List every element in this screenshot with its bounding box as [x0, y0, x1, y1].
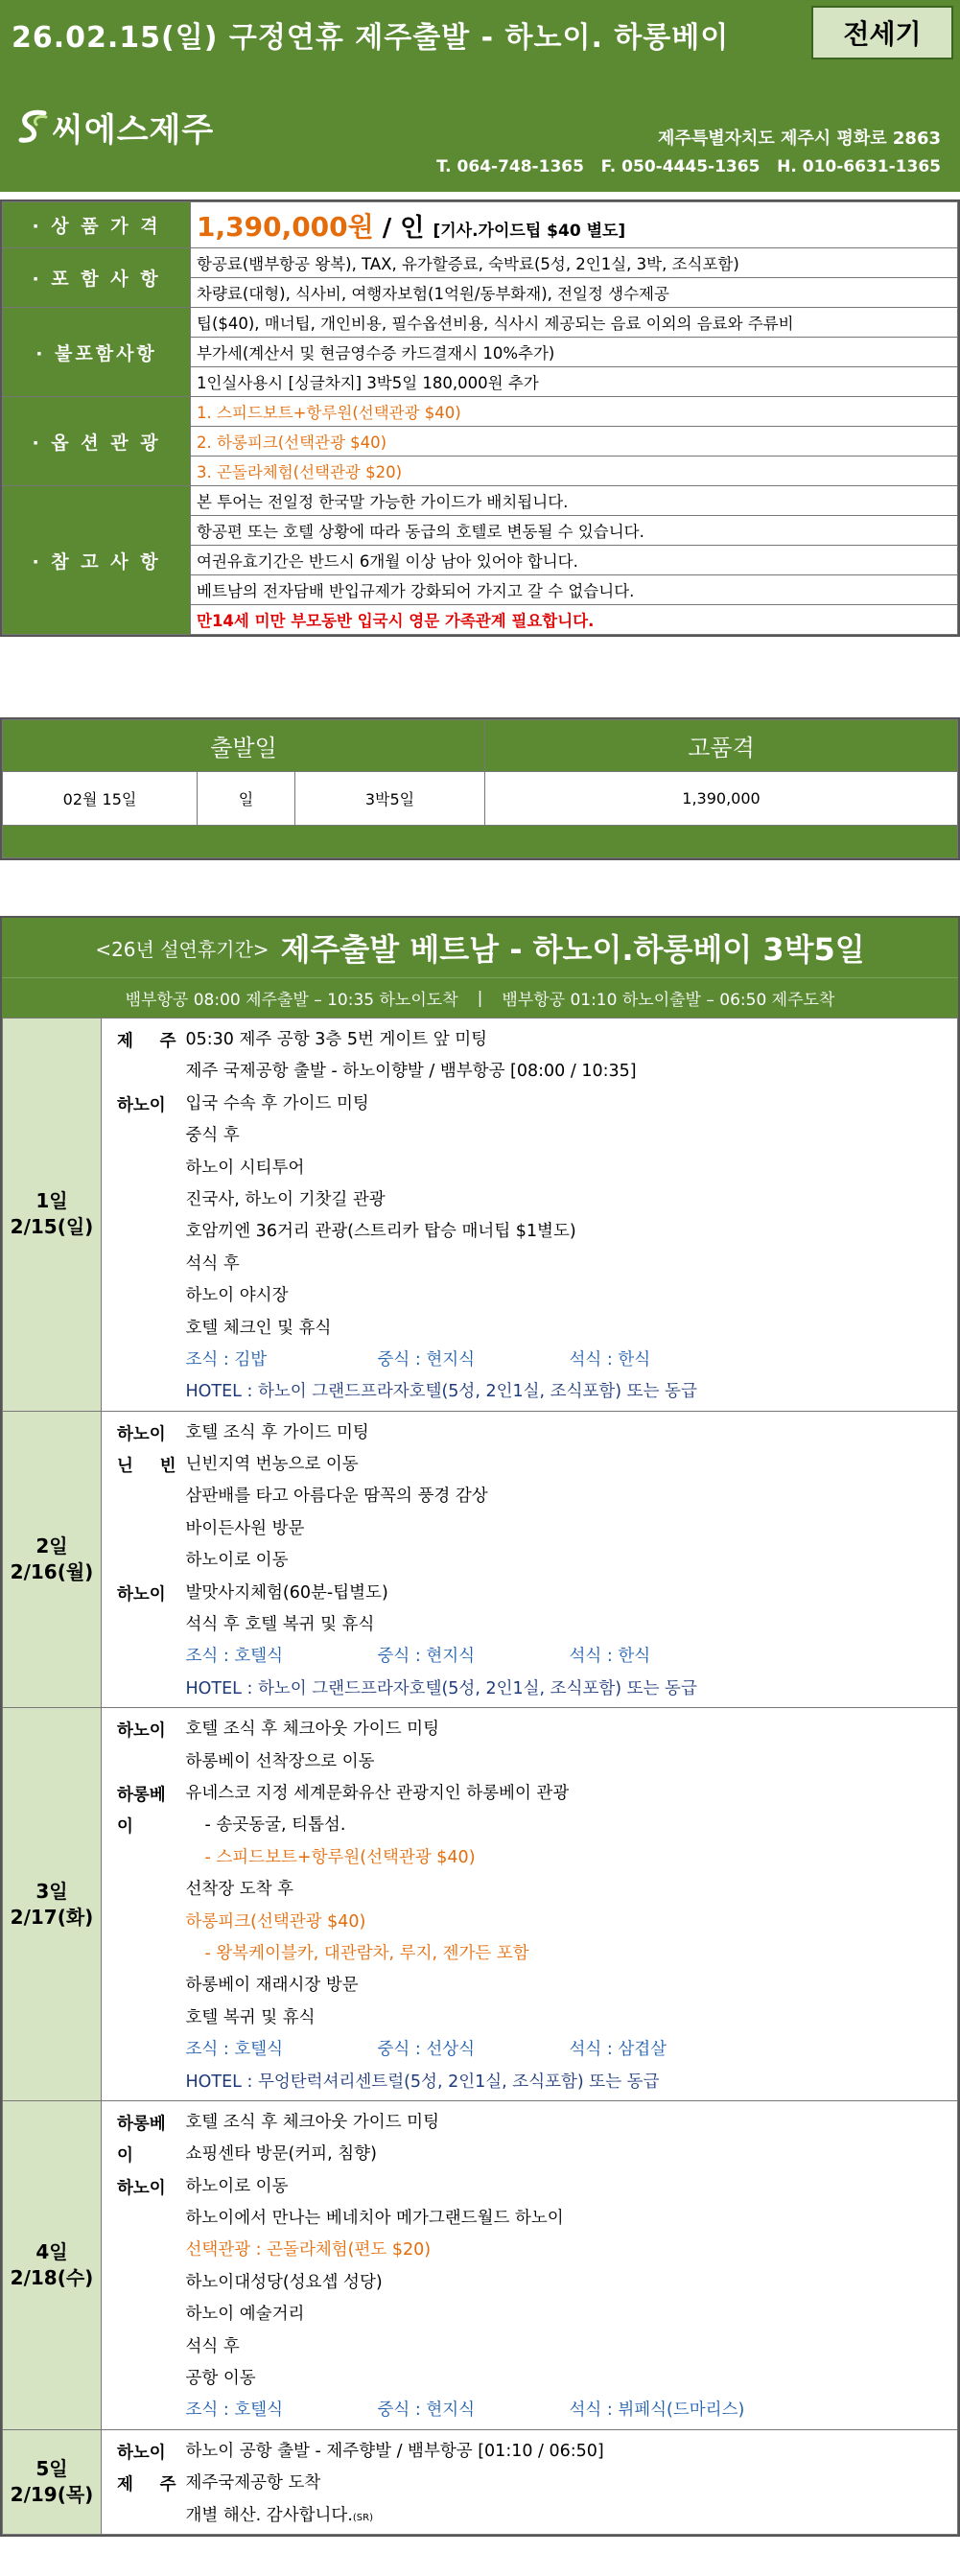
- activity-text: - 송곳동굴, 티톱섬.: [204, 1815, 346, 1836]
- activity-item: [186, 2331, 958, 2363]
- dinner-info: 석식 : 삼겹살: [569, 2040, 667, 2060]
- place-name: 제 주: [117, 1032, 176, 1051]
- day-date: 2/18(수): [10, 2265, 94, 2289]
- activity-item: [186, 1874, 958, 1906]
- activity-text: 호텔 복귀 및 휴식: [185, 2007, 316, 2027]
- price-value: 1,390,000원: [197, 210, 374, 243]
- exclude-item: 팁($40), 매너팁, 개인비용, 필수옵션비용, 식사시 제공되는 음료 이외의 음료와 주류비: [191, 308, 958, 338]
- day-row: [3, 2100, 958, 2429]
- page-title: 26.02.15(일) 구정연휴 제주출발 - 하노이. 하롱베이: [12, 21, 730, 55]
- lunch-info: 중식 : 현지식: [377, 1349, 476, 1370]
- activity-item: [186, 1938, 958, 1970]
- day-number: 2일: [35, 1534, 68, 1557]
- activity-item: [186, 1313, 958, 1345]
- lunch-info: 중식 : 현지식: [377, 2400, 476, 2421]
- place-name: 제 주: [117, 2475, 176, 2495]
- price-label: · 상 품 가 격: [3, 202, 191, 248]
- option-item: 2. 하롱피크(선택관광 $40): [191, 427, 958, 457]
- activity-text: 호텔 조식 후 가이드 미팅: [185, 1422, 369, 1442]
- activity-text: 05:30 제주 공항 3층 5번 게이트 앞 미팅: [185, 1030, 487, 1049]
- hotel-info: HOTEL : 하노이 그랜드프라자호텔(5성, 2인1실, 조식포함) 또는 동급: [185, 1678, 697, 1698]
- place-name: 하롱베이: [117, 1785, 166, 1837]
- company-contacts: T. 064-748-1365 F. 050-4445-1365 H. 010-6631-1365: [436, 157, 941, 176]
- departure-header: 출발일: [3, 720, 485, 772]
- place-name: 하노이: [117, 2178, 166, 2198]
- day-number: 3일: [35, 1879, 68, 1903]
- activity-text: 하롱피크(선택관광 $40): [185, 1911, 366, 1932]
- activity-item: [186, 1970, 958, 2002]
- place-cell: [102, 2100, 186, 2429]
- activity-item: [186, 2002, 958, 2034]
- activity-text: 하노이로 이동: [185, 2176, 289, 2196]
- note-warning: 만14세 미만 부모동반 입국시 영문 가족관계 필요합니다.: [191, 605, 958, 635]
- activity-text: 입국 수속 후 가이드 미팅: [185, 1093, 369, 1113]
- departure-weekday: 일: [198, 772, 295, 826]
- day-cell: [3, 2100, 102, 2429]
- day-date: 2/15(일): [10, 1215, 94, 1239]
- include-label: · 포 함 사 항: [3, 248, 191, 308]
- place-name: 하노이: [117, 1424, 166, 1444]
- place-name: [102, 1058, 186, 1089]
- itinerary-title: 제주출발 베트남 - 하노이.하롱베이 3박5일: [280, 931, 865, 968]
- activities-cell: [186, 1411, 958, 1708]
- activity-item: [186, 1024, 958, 1056]
- activity-item: [186, 1449, 958, 1481]
- departure-table: [0, 717, 960, 860]
- company-address: 제주특별자치도 제주시 평화로 2863: [658, 129, 941, 149]
- meal-info: [186, 2034, 958, 2066]
- day-cell: [3, 1019, 102, 1412]
- activity-item: [186, 1810, 958, 1841]
- activity-item: [186, 2436, 958, 2468]
- activity-text: 석식 후: [185, 1253, 240, 1274]
- breakfast-info: 조식 : 김밥: [185, 1349, 268, 1370]
- activity-item: [186, 1184, 958, 1216]
- hotel-info: HOTEL : 하노이 그랜드프라자호텔(5성, 2인1실, 조식포함) 또는 동급: [185, 1382, 697, 1402]
- activity-item: [186, 2500, 958, 2532]
- activity-item: [186, 1280, 958, 1312]
- activity-item: [186, 1481, 958, 1512]
- activity-item: [186, 2267, 958, 2299]
- activity-item: [186, 2107, 958, 2139]
- day-row: [3, 1411, 958, 1708]
- option-item: 1. 스피드보트+항루원(선택관광 $40): [191, 397, 958, 427]
- meal-info: [186, 2395, 958, 2426]
- dinner-info: 석식 : 한식: [569, 1647, 651, 1667]
- place-name: [102, 1155, 186, 1186]
- day-number: 4일: [35, 2239, 68, 2263]
- note-item: 항공편 또는 호텔 상황에 따라 동급의 호텔로 변동될 수 있습니다.: [191, 516, 958, 546]
- place-name: [102, 1186, 186, 1218]
- activity-text: 하노이로 이동: [185, 1551, 289, 1571]
- day-cell: [3, 2429, 102, 2534]
- day-date: 2/16(월): [10, 1559, 94, 1583]
- flight-return: 뱀부항공 01:10 하노이출발 – 06:50 제주도착: [502, 991, 835, 1010]
- activity-item: [186, 1249, 958, 1280]
- price-unit: / 인: [373, 213, 433, 243]
- day-date: 2/17(화): [10, 1905, 94, 1929]
- lunch-info: 중식 : 현지식: [377, 1647, 476, 1667]
- day-number: 1일: [35, 1189, 68, 1213]
- departure-footer: [3, 826, 958, 858]
- departure-date: 02월 15일: [3, 772, 198, 826]
- meal-info: [186, 1345, 958, 1376]
- activity-item: [186, 1120, 958, 1152]
- signature-mark: (SR): [352, 2512, 374, 2523]
- place-name: 하노이: [117, 1095, 166, 1115]
- note-label: · 참 고 사 항: [3, 486, 191, 635]
- activity-item: [186, 1417, 958, 1449]
- activities-cell: [186, 2429, 958, 2534]
- day-row: [3, 1708, 958, 2101]
- itinerary-days: [2, 1018, 958, 2535]
- activity-item: [186, 1153, 958, 1184]
- activity-text: 석식 후 호텔 복귀 및 휴식: [185, 1615, 375, 1635]
- activity-text: 유네스코 지정 세계문화유산 관광지인 하롱베이 관광: [185, 1783, 570, 1803]
- header-contacts-bar: [0, 153, 960, 192]
- activity-item: [186, 1056, 958, 1088]
- activity-text: 하노이에서 만나는 베네치아 메가그랜드월드 하노이: [185, 2209, 564, 2229]
- hotel-info: HOTEL : 무엉탄럭셔리센트럴(5성, 2인1실, 조식포함) 또는 동급: [185, 2072, 660, 2092]
- day-cell: [3, 1411, 102, 1708]
- header-banner: [0, 0, 960, 153]
- day-number: 5일: [35, 2456, 68, 2480]
- place-name: [102, 1515, 186, 1547]
- activity-text: 중식 후: [185, 1126, 240, 1146]
- day-cell: [3, 1708, 102, 2101]
- place-name: [102, 1748, 186, 1780]
- activity-text: 하노이대성당(성요셉 성당): [185, 2272, 383, 2292]
- activity-text: 호텔 조식 후 체크아웃 가이드 미팅: [185, 1720, 439, 1740]
- activity-item: [186, 2468, 958, 2499]
- activity-text: 공항 이동: [185, 2369, 256, 2389]
- itinerary-table: [0, 916, 960, 2537]
- place-name: [102, 1347, 186, 1378]
- option-item: 3. 곤돌라체험(선택관광 $20): [191, 457, 958, 486]
- activity-item: [186, 2203, 958, 2235]
- price-note: [기사.가이드팁 $40 별도]: [433, 221, 626, 241]
- activity-text: 하노이 예술거리: [185, 2305, 305, 2325]
- activity-text: 쇼핑센타 방문(커피, 침향): [185, 2144, 377, 2165]
- place-name: [102, 2141, 186, 2172]
- breakfast-info: 조식 : 호텔식: [185, 1647, 284, 1667]
- meal-info: [186, 1641, 958, 1673]
- activity-item: [186, 1842, 958, 1874]
- activity-text: 제주국제공항 도착: [185, 2473, 321, 2494]
- charter-badge: 전세기: [811, 6, 953, 59]
- departure-duration: 3박5일: [295, 772, 485, 826]
- breakfast-info: 조식 : 호텔식: [185, 2040, 284, 2060]
- activity-item: [186, 1089, 958, 1120]
- activity-text: 하노이 시티투어: [185, 1158, 305, 1178]
- activity-item: [186, 2299, 958, 2330]
- activity-text: 삼판배를 타고 아름다운 땀꼭의 풍경 감상: [185, 1487, 488, 1507]
- lunch-info: 중식 : 선상식: [377, 2040, 476, 2060]
- place-name: 하노이: [117, 1721, 166, 1742]
- dinner-info: 석식 : 한식: [569, 1349, 651, 1370]
- activity-item: [186, 1609, 958, 1641]
- activity-text: 호암끼엔 36거리 관광(스트리카 탑승 매너팁 $1별도): [185, 1222, 576, 1242]
- activity-item: [186, 1216, 958, 1248]
- place-cell: [102, 2429, 186, 2534]
- price-cell: [191, 202, 958, 248]
- dinner-info: 석식 : 뷔페식(드마리스): [569, 2400, 745, 2421]
- activity-text: 하노이 야시장: [185, 1286, 289, 1306]
- day-row: [3, 1019, 958, 1412]
- activity-text: 석식 후: [185, 2336, 240, 2356]
- itinerary-subtitle: <26년 설연휴기간>: [95, 937, 269, 961]
- place-name: [102, 1122, 186, 1154]
- day-date: 2/19(목): [10, 2482, 94, 2506]
- place-name: [102, 1547, 186, 1579]
- activity-item: [186, 1907, 958, 1938]
- activity-item: [186, 1578, 958, 1609]
- activity-text: 닌빈지역 번농으로 이동: [185, 1455, 359, 1475]
- day-row: [3, 2429, 958, 2534]
- product-info-table: [0, 199, 960, 637]
- itinerary-header: [2, 918, 958, 977]
- place-name: [102, 1218, 186, 1250]
- place-cell: [102, 1411, 186, 1708]
- activity-item: [186, 1513, 958, 1545]
- exclude-item: 1인실사용시 [싱글차지] 3박5일 180,000원 추가: [191, 367, 958, 397]
- activities-cell: [186, 2100, 958, 2429]
- activity-item: [186, 2171, 958, 2203]
- activity-item: [186, 2235, 958, 2266]
- activity-text: 선착장 도착 후: [185, 1880, 294, 1900]
- place-name: [102, 1483, 186, 1514]
- place-cell: [102, 1708, 186, 2101]
- place-name: [102, 1251, 186, 1282]
- exclude-label: · 불포함사항: [3, 308, 191, 397]
- activity-text: 호텔 조식 후 체크아웃 가이드 미팅: [185, 2112, 439, 2132]
- place-name: 하롱베이: [117, 2114, 166, 2166]
- logo-icon: [17, 107, 50, 146]
- breakfast-info: 조식 : 호텔식: [185, 2400, 284, 2421]
- activity-item: [186, 1545, 958, 1577]
- place-name: [102, 1378, 186, 1410]
- place-name: [102, 1282, 186, 1314]
- flight-info: [2, 977, 958, 1018]
- activity-item: [186, 1746, 958, 1778]
- activity-item: [186, 2139, 958, 2170]
- activity-text: 발맛사지체험(60분-팁별도): [185, 1582, 388, 1603]
- logo-text: 씨에스제주: [52, 110, 215, 150]
- activity-text: 하롱베이 선착장으로 이동: [185, 1751, 375, 1771]
- include-item: 항공료(뱀부항공 왕복), TAX, 유가할증료, 숙박료(5성, 2인1실, 3박, 조식포함): [191, 248, 958, 278]
- activity-text: 하노이 공항 출발 - 제주향발 / 뱀부항공 [01:10 / 06:50]: [185, 2441, 604, 2461]
- place-name: [102, 1315, 186, 1347]
- activities-cell: [186, 1019, 958, 1412]
- activity-text: 개별 해산. 감사합니다.: [185, 2505, 353, 2525]
- note-item: 본 투어는 전일정 한국말 가능한 가이드가 배치됩니다.: [191, 486, 958, 516]
- activities-cell: [186, 1708, 958, 2101]
- activity-text: - 스피드보트+항루원(선택관광 $40): [204, 1847, 476, 1867]
- place-name: 닌 빈: [117, 1457, 176, 1477]
- activity-text: 호텔 체크인 및 휴식: [185, 1318, 332, 1338]
- place-name: 하노이: [117, 2443, 166, 2463]
- flight-outbound: 뱀부항공 08:00 제주출발 – 10:35 하노이도착: [125, 991, 458, 1010]
- note-item: 여권유효기간은 반드시 6개월 이상 남아 있어야 합니다.: [191, 546, 958, 575]
- include-item: 차량료(대형), 식사비, 여행자보험(1억원/동부화재), 전일정 생수제공: [191, 278, 958, 308]
- activity-item: [186, 1778, 958, 1810]
- activity-item: [186, 1714, 958, 1745]
- activity-text: 바이든사원 방문: [185, 1518, 305, 1538]
- company-logo: [17, 105, 214, 148]
- place-cell: [102, 1019, 186, 1412]
- exclude-item: 부가세(계산서 및 현금영수증 카드결재시 10%추가): [191, 338, 958, 367]
- activity-item: [186, 2363, 958, 2395]
- activity-text: 제주 국제공항 출발 - 하노이향발 / 뱀부항공 [08:00 / 10:35]: [185, 1062, 637, 1082]
- note-item: 베트남의 전자담배 반입규제가 강화되어 가지고 갈 수 없습니다.: [191, 575, 958, 605]
- departure-price: 1,390,000: [485, 772, 958, 826]
- activity-text: 선택관광 : 곤돌라체험(편도 $20): [185, 2240, 432, 2260]
- activity-text: - 왕복케이블카, 대관람차, 루지, 젠가든 포함: [204, 1943, 529, 1963]
- place-name: 하노이: [117, 1584, 166, 1604]
- activity-text: 하롱베이 재래시장 방문: [185, 1976, 359, 1996]
- flight-separator: |: [477, 988, 483, 1008]
- grade-header: 고품격: [485, 720, 958, 772]
- option-label: · 옵 션 관 광: [3, 397, 191, 486]
- activity-text: 진국사, 하노이 기찻길 관광: [185, 1189, 386, 1209]
